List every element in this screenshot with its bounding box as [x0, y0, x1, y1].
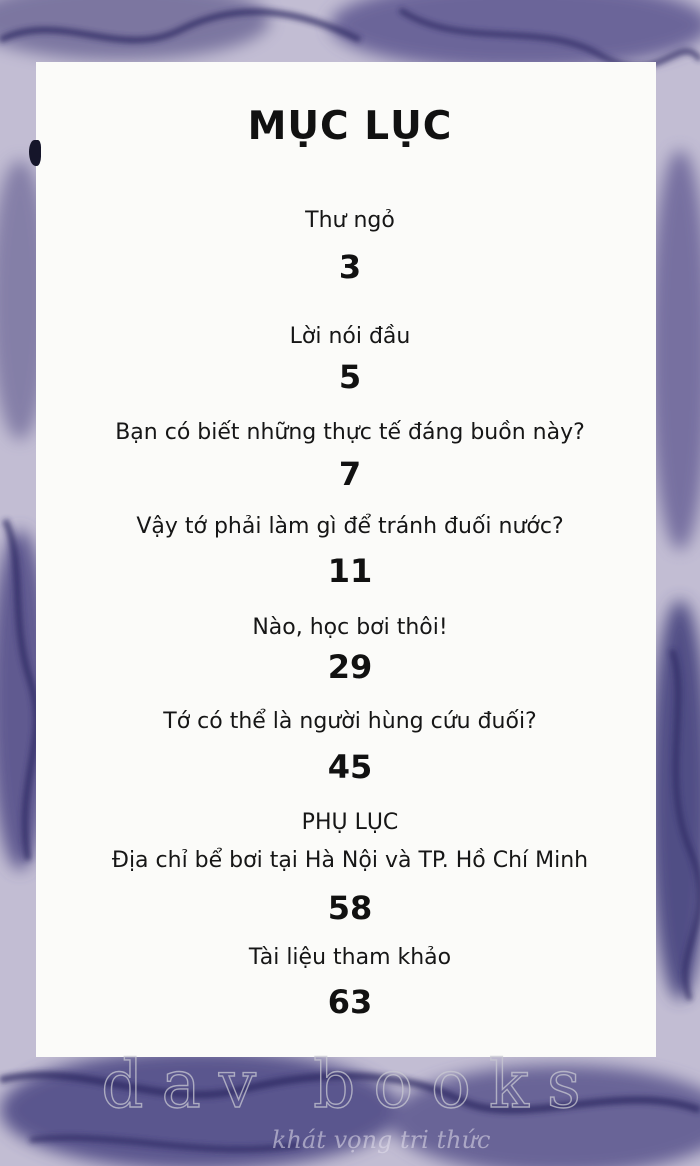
watermark-tagline: khát vọng tri thức	[272, 1126, 491, 1154]
toc-entry-label: Vậy tớ phải làm gì để tránh đuối nước?	[136, 514, 564, 539]
toc-entry-page: 5	[338, 358, 362, 396]
watermark-logo: dav books	[101, 1046, 599, 1123]
toc-entry-page: 11	[327, 552, 373, 590]
page-title: MỤC LỤC	[247, 104, 453, 149]
toc-entry-label: Tớ có thể là người hùng cứu đuối?	[163, 709, 537, 734]
toc-entry-page: 29	[327, 648, 373, 686]
toc-entry-page: 3	[338, 248, 362, 286]
toc-entry-page: 63	[327, 983, 373, 1021]
toc-entry-label: Lời nói đầu	[289, 324, 411, 349]
toc-entry-label: Tài liệu tham khảo	[248, 945, 452, 970]
toc-entry-page: 58	[327, 889, 373, 927]
toc-entry-page: 7	[338, 455, 362, 493]
toc-entry-label: Nào, học bơi thôi!	[252, 615, 448, 640]
toc-entry-label: Thư ngỏ	[305, 208, 395, 233]
toc-entry-label: Bạn có biết những thực tế đáng buồn này?	[115, 420, 585, 445]
toc-entry-label: Địa chỉ bể bơi tại Hà Nội và TP. Hồ Chí Minh	[111, 848, 589, 873]
toc-entry-page: 45	[327, 748, 373, 786]
toc-section-heading: PHỤ LỤC	[301, 810, 399, 835]
